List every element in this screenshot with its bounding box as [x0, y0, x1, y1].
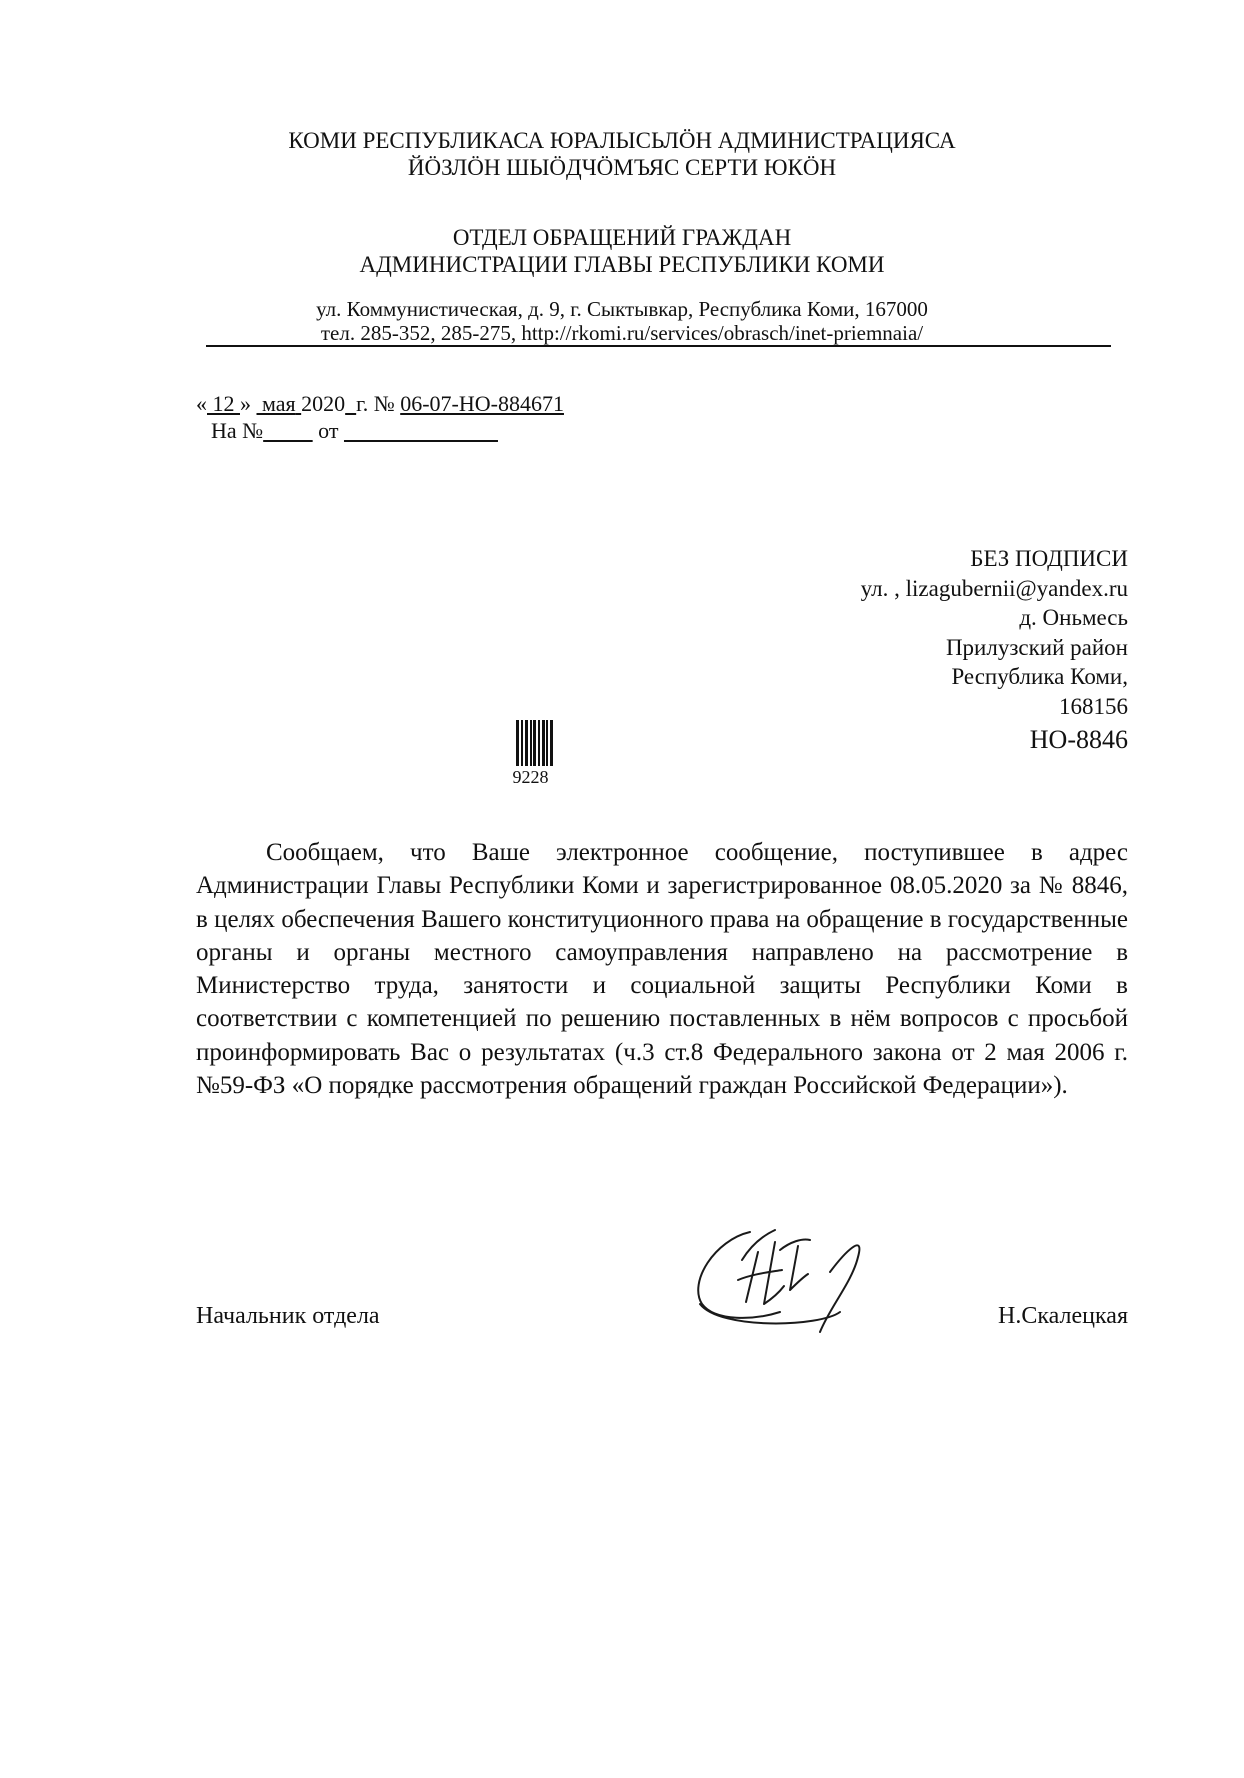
recipient-village: д. Оньмесь	[1019, 605, 1128, 630]
body-paragraph: Сообщаем, что Ваше электронное сообщение, поступившее в адрес Администрации Главы Республики Коми и зарегистрированное 08.05.2020 за № 8846, в целях обеспечения Вашего конституционного права на обращение в государственные органы и органы местного самоуправления направлено на рассмотрение в Министерство труда, занятости и социальной защиты Республики Коми в соответствии с компетенцией по решению поставленных в нём вопросов с просьбой проинформировать Вас о результатах (ч.3 ст.8 Федерального закона от 2 мая 2006 г. №59-ФЗ «О порядке рассмотрения обращений граждан Российской Федерации»).	[196, 839, 1128, 1100]
ref-from-label: от	[318, 418, 339, 443]
ref-year-underline	[345, 391, 356, 416]
barcode	[512, 720, 553, 788]
recipient-region: Республика Коми,	[951, 664, 1128, 689]
department-title	[0, 224, 1244, 278]
ref-on-label: На №	[211, 418, 264, 443]
barcode-bars	[516, 720, 553, 766]
header-divider	[206, 345, 1111, 347]
ref-open-quote: «	[196, 391, 207, 416]
ref-year: 2020	[301, 391, 346, 416]
address-block	[0, 297, 1244, 346]
signature-name: Н.Скалецкая	[998, 1303, 1128, 1329]
reference-line	[196, 390, 564, 418]
header-line-1: КОМИ РЕСПУБЛИКАСА ЮРАЛЫСЬЛÖН АДМИНИСТРАЦИЯСА	[288, 128, 956, 153]
ref-on-blank	[263, 418, 313, 443]
ref-number-sign: №	[373, 391, 395, 416]
ref-number: 06-07-НО-884671	[400, 391, 564, 416]
recipient-district: Прилузский район	[945, 634, 1128, 660]
header-address: ул. Коммунистическая, д. 9, г. Сыктывкар, Республика Коми, 167000	[316, 297, 928, 321]
signature-position: Начальник отдела	[196, 1303, 380, 1329]
ref-month: мая	[262, 391, 296, 416]
header-contacts: тел. 285-352, 285-275, http://rkomi.ru/services/obrasch/inet-priemnaia/	[320, 321, 924, 345]
letterhead	[0, 127, 1244, 181]
header-line-4: АДМИНИСТРАЦИИ ГЛАВЫ РЕСПУБЛИКИ КОМИ	[359, 252, 885, 277]
case-id: НО-8846	[1029, 725, 1128, 754]
ref-day: 12	[212, 391, 235, 416]
recipient-street: ул. , lizagubernii@yandex.ru	[860, 575, 1128, 601]
handwritten-signature	[680, 1212, 890, 1337]
ref-close-quote: »	[240, 391, 251, 416]
ref-year-suffix: г.	[356, 391, 369, 416]
reference-on-line	[211, 417, 498, 445]
recipient-name: БЕЗ ПОДПИСИ	[970, 546, 1128, 571]
header-line-2: ЙÖЗЛÖН ШЫÖДЧÖМЪЯС СЕРТИ ЮКÖН	[407, 155, 837, 180]
ref-from-blank	[344, 418, 498, 443]
barcode-number: 9228	[512, 767, 549, 787]
header-line-3: ОТДЕЛ ОБРАЩЕНИЙ ГРАЖДАН	[452, 225, 792, 250]
recipient-block	[700, 544, 1128, 721]
recipient-postcode: 168156	[1059, 693, 1128, 719]
